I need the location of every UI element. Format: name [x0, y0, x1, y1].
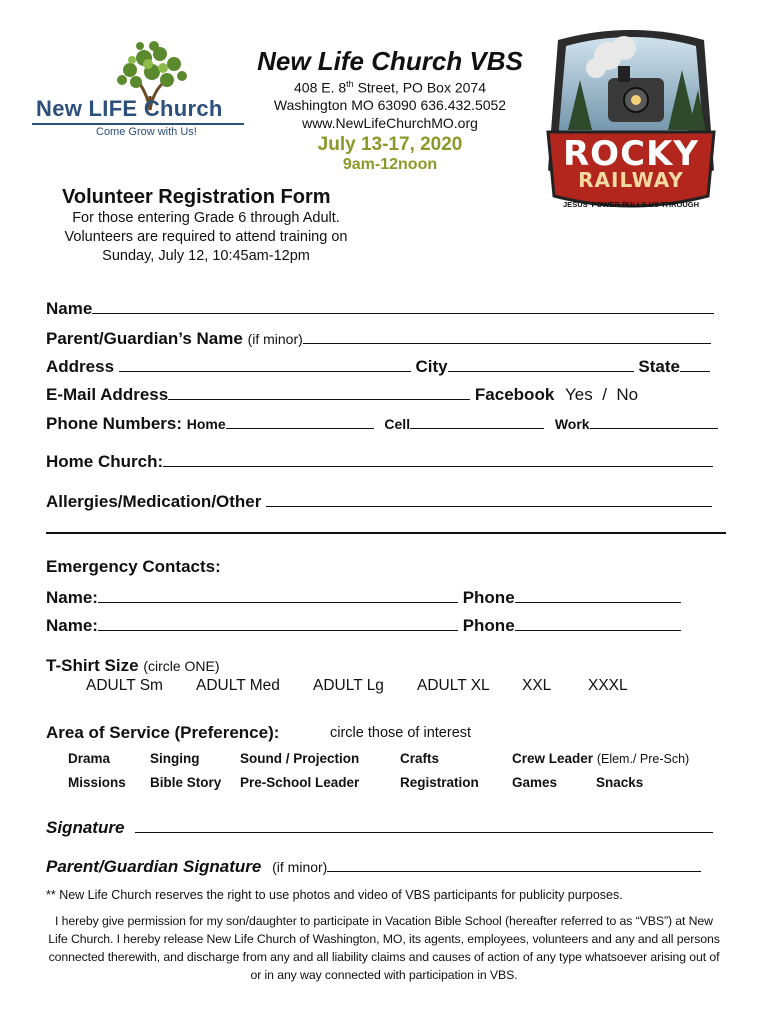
service-heading-row: [46, 723, 279, 743]
emergency-phone-field-2[interactable]: [515, 614, 681, 631]
street-address-sup: th: [346, 79, 354, 89]
name-row: [46, 297, 714, 319]
cell-phone-label: Cell: [384, 416, 411, 432]
state-field[interactable]: [680, 355, 710, 372]
service-sub: circle those of interest: [330, 725, 472, 741]
intro-line-2: Volunteers are required to attend training on: [64, 229, 348, 245]
address-label: Address: [46, 357, 115, 376]
tshirt-heading-row: [46, 656, 220, 676]
email-row: [46, 383, 638, 405]
name-field[interactable]: [92, 297, 714, 314]
street-address: [240, 79, 540, 96]
service-sound-projection[interactable]: Sound / Projection: [240, 751, 360, 766]
service-label: Area of Service (Preference):: [46, 723, 280, 742]
website: www.NewLifeChurchMO.org: [302, 115, 478, 131]
phone-label: Phone Numbers:: [46, 414, 183, 433]
home-phone-label: Home: [186, 416, 226, 432]
intro-line-3: Sunday, July 12, 10:45am-12pm: [102, 248, 310, 264]
emergency-label: Emergency Contacts:: [46, 557, 221, 576]
parent-row: [46, 327, 711, 349]
badge-tagline: JESUS' POWER PULLS US THROUGH: [563, 200, 699, 209]
signature-field[interactable]: [135, 816, 713, 833]
work-phone-label: Work: [554, 416, 590, 432]
emergency-name-field-2[interactable]: [98, 614, 458, 631]
logo-tagline: Come Grow with Us!: [96, 126, 197, 138]
tshirt-label: T-Shirt Size: [46, 656, 139, 675]
emergency-name-label: Name:: [46, 588, 98, 607]
form-title: Volunteer Registration Form: [62, 186, 331, 208]
service-bible-story[interactable]: Bible Story: [150, 775, 222, 790]
facebook-options[interactable]: Yes / No: [565, 385, 639, 404]
service-drama[interactable]: Drama: [68, 751, 111, 766]
street-address-pre: 408 E. 8: [294, 79, 347, 96]
emergency-contact-row-2: [46, 614, 681, 636]
cell-phone-field[interactable]: [410, 412, 544, 429]
rocky-railway-badge: [538, 20, 724, 228]
emergency-phone-label: Phone: [462, 588, 515, 607]
service-crew-leader[interactable]: [512, 751, 689, 766]
emergency-contact-row-1: [46, 586, 681, 608]
service-preschool-leader[interactable]: Pre-School Leader: [240, 775, 360, 790]
allergies-label: Allergies/Medication/Other: [46, 492, 262, 511]
parent-signature-label: Parent/Guardian Signature: [46, 857, 262, 876]
photo-note: ** New Life Church reserves the right to use photos and video of VBS participants for publicity purposes.: [46, 888, 623, 902]
email-field[interactable]: [168, 383, 470, 400]
signature-row: [46, 816, 713, 838]
email-label: E-Mail Address: [46, 385, 169, 404]
size-xxl[interactable]: XXL: [522, 677, 552, 694]
parent-name-field[interactable]: [303, 327, 711, 344]
parent-signature-sub: (if minor): [272, 859, 328, 875]
work-phone-field[interactable]: [590, 412, 718, 429]
emergency-name-field-1[interactable]: [98, 586, 458, 603]
emergency-phone-label: Phone: [462, 616, 515, 635]
crew-leader-sub: (Elem./ Pre-Sch): [596, 752, 690, 766]
street-address-post: Street, PO Box 2074: [353, 79, 486, 96]
allergies-second-line[interactable]: [46, 532, 726, 534]
waiver-text: I hereby give permission for my son/daughter to participate in Vacation Bible School (hereafter referred to as “VBS”) at New Life Church. I hereby release New Life Church of Washington, MO, its agents, employees, volunteers and any and all persons connected therewith, and discharge from any and all liability claims and causes of action of any type whatsoever arising out of or in any way connected with participation in VBS.: [48, 914, 720, 982]
crew-leader-label: Crew Leader: [512, 751, 594, 766]
size-adult-xl[interactable]: ADULT XL: [417, 677, 490, 694]
service-registration[interactable]: Registration: [400, 775, 479, 790]
home-church-label: Home Church:: [46, 452, 164, 471]
signature-label: Signature: [46, 818, 125, 837]
parent-name-label: Parent/Guardian’s Name: [46, 329, 243, 348]
page-title: New Life Church VBS: [257, 46, 523, 76]
emergency-name-label: Name:: [46, 616, 98, 635]
intro-line-1: For those entering Grade 6 through Adult.: [72, 210, 340, 226]
service-games[interactable]: Games: [512, 775, 558, 790]
size-adult-med[interactable]: ADULT Med: [196, 677, 280, 694]
size-adult-lg[interactable]: ADULT Lg: [313, 677, 384, 694]
parent-name-sub: (if minor): [247, 331, 303, 347]
city-label: City: [415, 357, 448, 376]
church-logo: [32, 40, 246, 144]
emergency-phone-field-1[interactable]: [515, 586, 681, 603]
home-phone-field[interactable]: [226, 412, 374, 429]
city-field[interactable]: [448, 355, 634, 372]
allergies-row: [46, 490, 712, 512]
size-adult-sm[interactable]: ADULT Sm: [86, 677, 163, 694]
home-church-row: [46, 450, 713, 472]
tshirt-sub: (circle ONE): [143, 658, 220, 674]
service-crafts[interactable]: Crafts: [400, 751, 440, 766]
logo-text: New LIFE Church: [36, 96, 223, 121]
parent-signature-field[interactable]: [327, 855, 701, 872]
event-dates: July 13-17, 2020: [317, 134, 463, 155]
logo-underline: [32, 123, 244, 125]
parent-signature-row: [46, 855, 701, 877]
badge-title-line2: RAILWAY: [578, 168, 684, 192]
badge-title-line1: ROCKY: [562, 134, 699, 174]
address-row: [46, 355, 710, 377]
train-badge-icon: [538, 20, 724, 228]
form-intro: [46, 209, 366, 266]
service-snacks[interactable]: Snacks: [596, 775, 644, 790]
home-church-field[interactable]: [163, 450, 713, 467]
emergency-heading-row: [46, 557, 221, 577]
state-label: State: [638, 357, 680, 376]
phone-row: [46, 412, 718, 434]
service-singing[interactable]: Singing: [150, 751, 200, 766]
address-field[interactable]: [119, 355, 411, 372]
event-hours: 9am-12noon: [342, 156, 438, 173]
size-xxxl[interactable]: XXXL: [588, 677, 628, 694]
facebook-label: Facebook: [474, 385, 555, 404]
city-phone: Washington MO 63090 636.432.5052: [273, 97, 507, 113]
name-label: Name: [46, 299, 93, 318]
service-missions[interactable]: Missions: [68, 775, 126, 790]
allergies-field[interactable]: [266, 490, 712, 507]
